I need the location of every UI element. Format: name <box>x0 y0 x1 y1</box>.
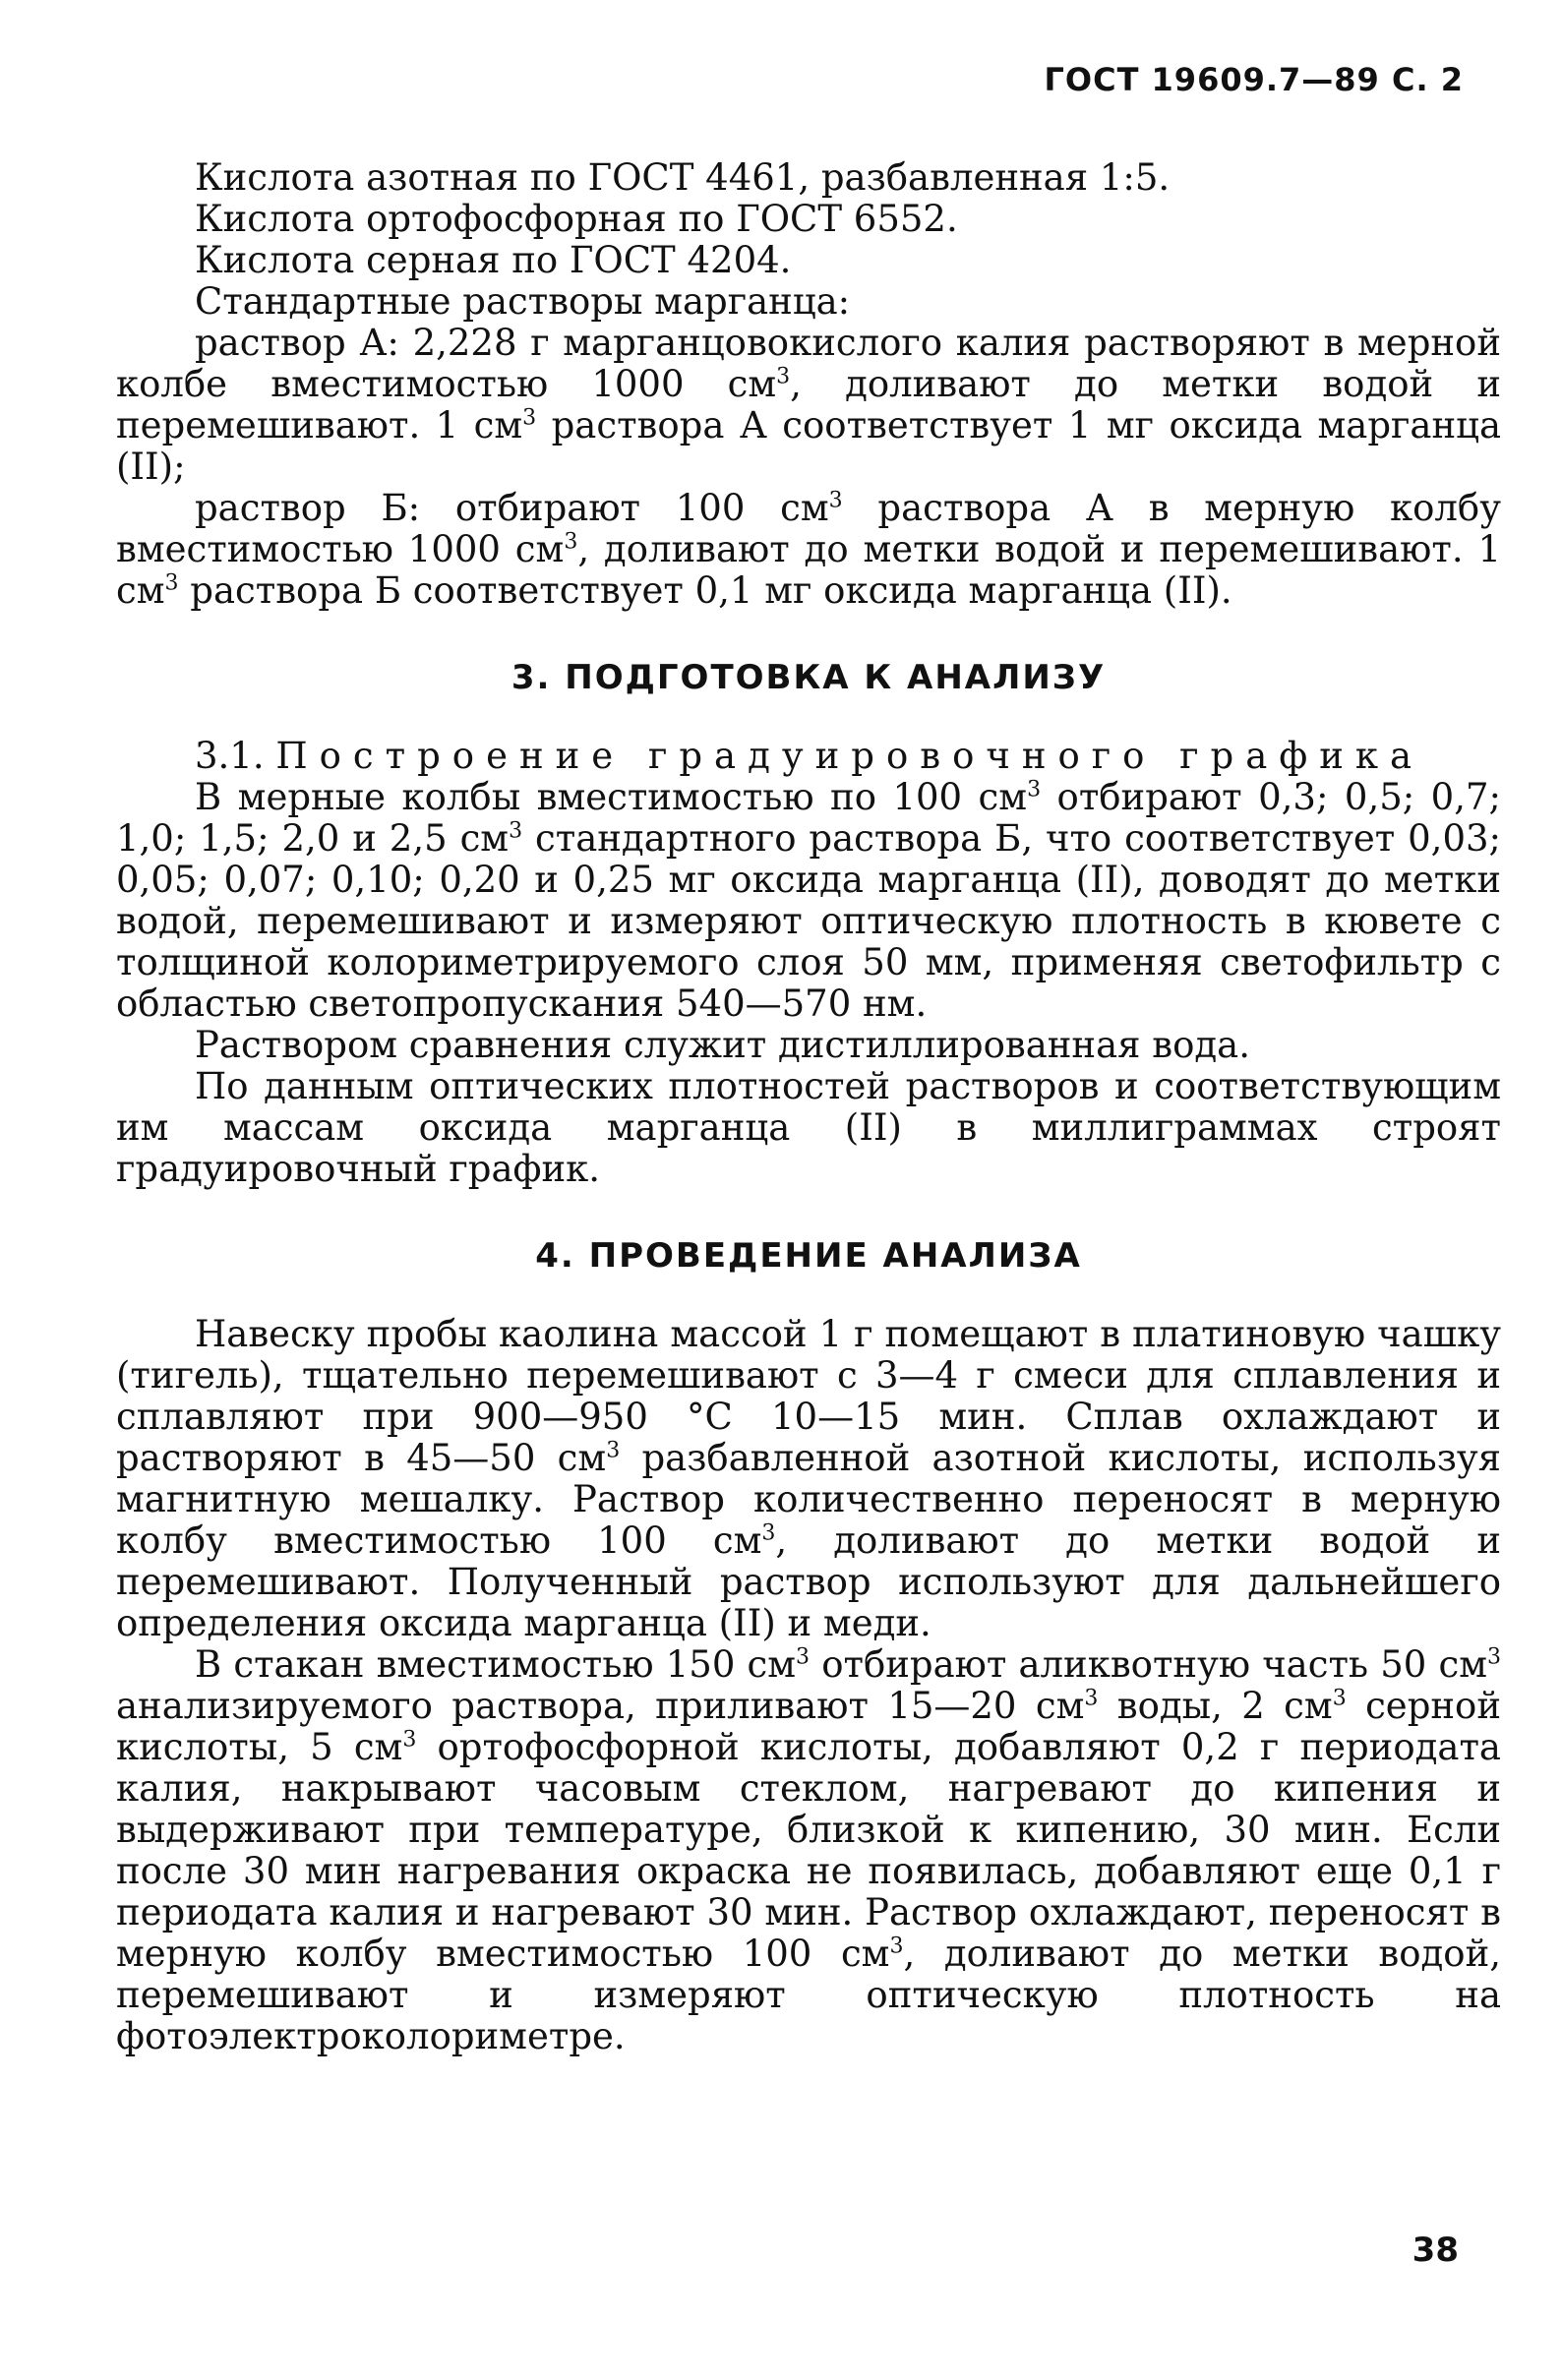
section-3-paragraph-2: Раствором сравнения служит дистиллированная вода. <box>195 1024 1250 1066</box>
section-3-paragraph-1: В мерные колбы вместимостью по 100 $см^3$ отбирают 0,3; 0,5; 0,7; 1,0; 1,5; 2,0 и 2,5 $см^3$ стандартного раствора Б, что соответствует 0,03; 0,05; 0,07; 0,10; 0,20 и 0,25 мг оксида марганца (II), доводят до метки водой, перемешивают и измеряют оптическую плотность в кювете с толщиной колориметрируемого слоя 50 мм, применяя светофильтр с областью светопропускания 540—570 нм. <box>116 776 1501 1025</box>
section-3-paragraph-3: По данным оптических плотностей растворов и соответствующим им массам оксида марганца (II) в миллиграммах строят градуировочный график. <box>116 1065 1501 1190</box>
page-header: ГОСТ 19609.7—89 С. 2 <box>1044 61 1464 98</box>
reagent-line-standards: Стандартные растворы марганца: <box>195 280 851 323</box>
section-3-title: 3. ПОДГОТОВКА К АНАЛИЗУ <box>511 658 1107 697</box>
reagent-line-phosphoric: Кислота ортофосфорная по ГОСТ 6552. <box>195 198 958 240</box>
section-4-title: 4. ПРОВЕДЕНИЕ АНАЛИЗА <box>535 1236 1082 1276</box>
section-4-paragraph-1: Навеску пробы каолина массой 1 г помещают в платиновую чашку (тигель), тщательно перемешивают с 3—4 г смеси для сплавления и сплавляют при 900—950 °С 10—15 мин. Сплав охлаждают и растворяют в 45—50 $см^3$ разбавленной азотной кислоты, используя магнитную мешалку. Раствор количественно переносят в мерную колбу вместимостью 100 $см^3$, доливают до метки водой и перемешивают. Полученный раствор используют для дальнейшего определения оксида марганца (II) и меди. <box>116 1313 1501 1644</box>
body-text <box>116 157 1501 2057</box>
reagent-line-sulfuric: Кислота серная по ГОСТ 4204. <box>195 239 792 281</box>
page-number: 38 <box>1412 2231 1459 2270</box>
subsection-3-1-heading: 3.1. Построение градуировочного графика <box>195 735 1424 777</box>
reagent-line-nitric: Кислота азотная по ГОСТ 4461, разбавленная 1:5. <box>195 156 1171 199</box>
section-4-paragraph-2: В стакан вместимостью 150 $см^3$ отбирают аликвотную часть 50 $см^3$ анализируемого раствора, приливают 15—20 $см^3$ воды, 2 $см^3$ серной кислоты, 5 $см^3$ ортофосфорной кислоты, добавляют 0,2 г периодата калия, накрывают часовым стеклом, нагревают до кипения и выдерживают при температуре, близкой к кипению, 30 мин. Если после 30 мин нагревания окраска не появилась, добавляют еще 0,1 г периодата калия и нагревают 30 мин. Раствор охлаждают, переносят в мерную колбу вместимостью 100 $см^3$, доливают до метки водой, перемешивают и измеряют оптическую плотность на фотоэлектроколориметре. <box>116 1643 1501 2057</box>
solution-b-paragraph: раствор Б: отбирают 100 $см^3$ раствора А в мерную колбу вместимостью 1000 $см^3$, доливают до метки водой и перемешивают. 1 $см^3$ раствора Б соответствует 0,1 мг оксида марганца (II). <box>116 487 1501 612</box>
solution-a-paragraph: раствор А: 2,228 г марганцовокислого калия растворяют в мерной колбе вместимостью 1000 $см^3$, доливают до метки водой и перемешивают. 1 $см^3$ раствора А соответствует 1 мг оксида марганца (II); <box>116 322 1502 488</box>
